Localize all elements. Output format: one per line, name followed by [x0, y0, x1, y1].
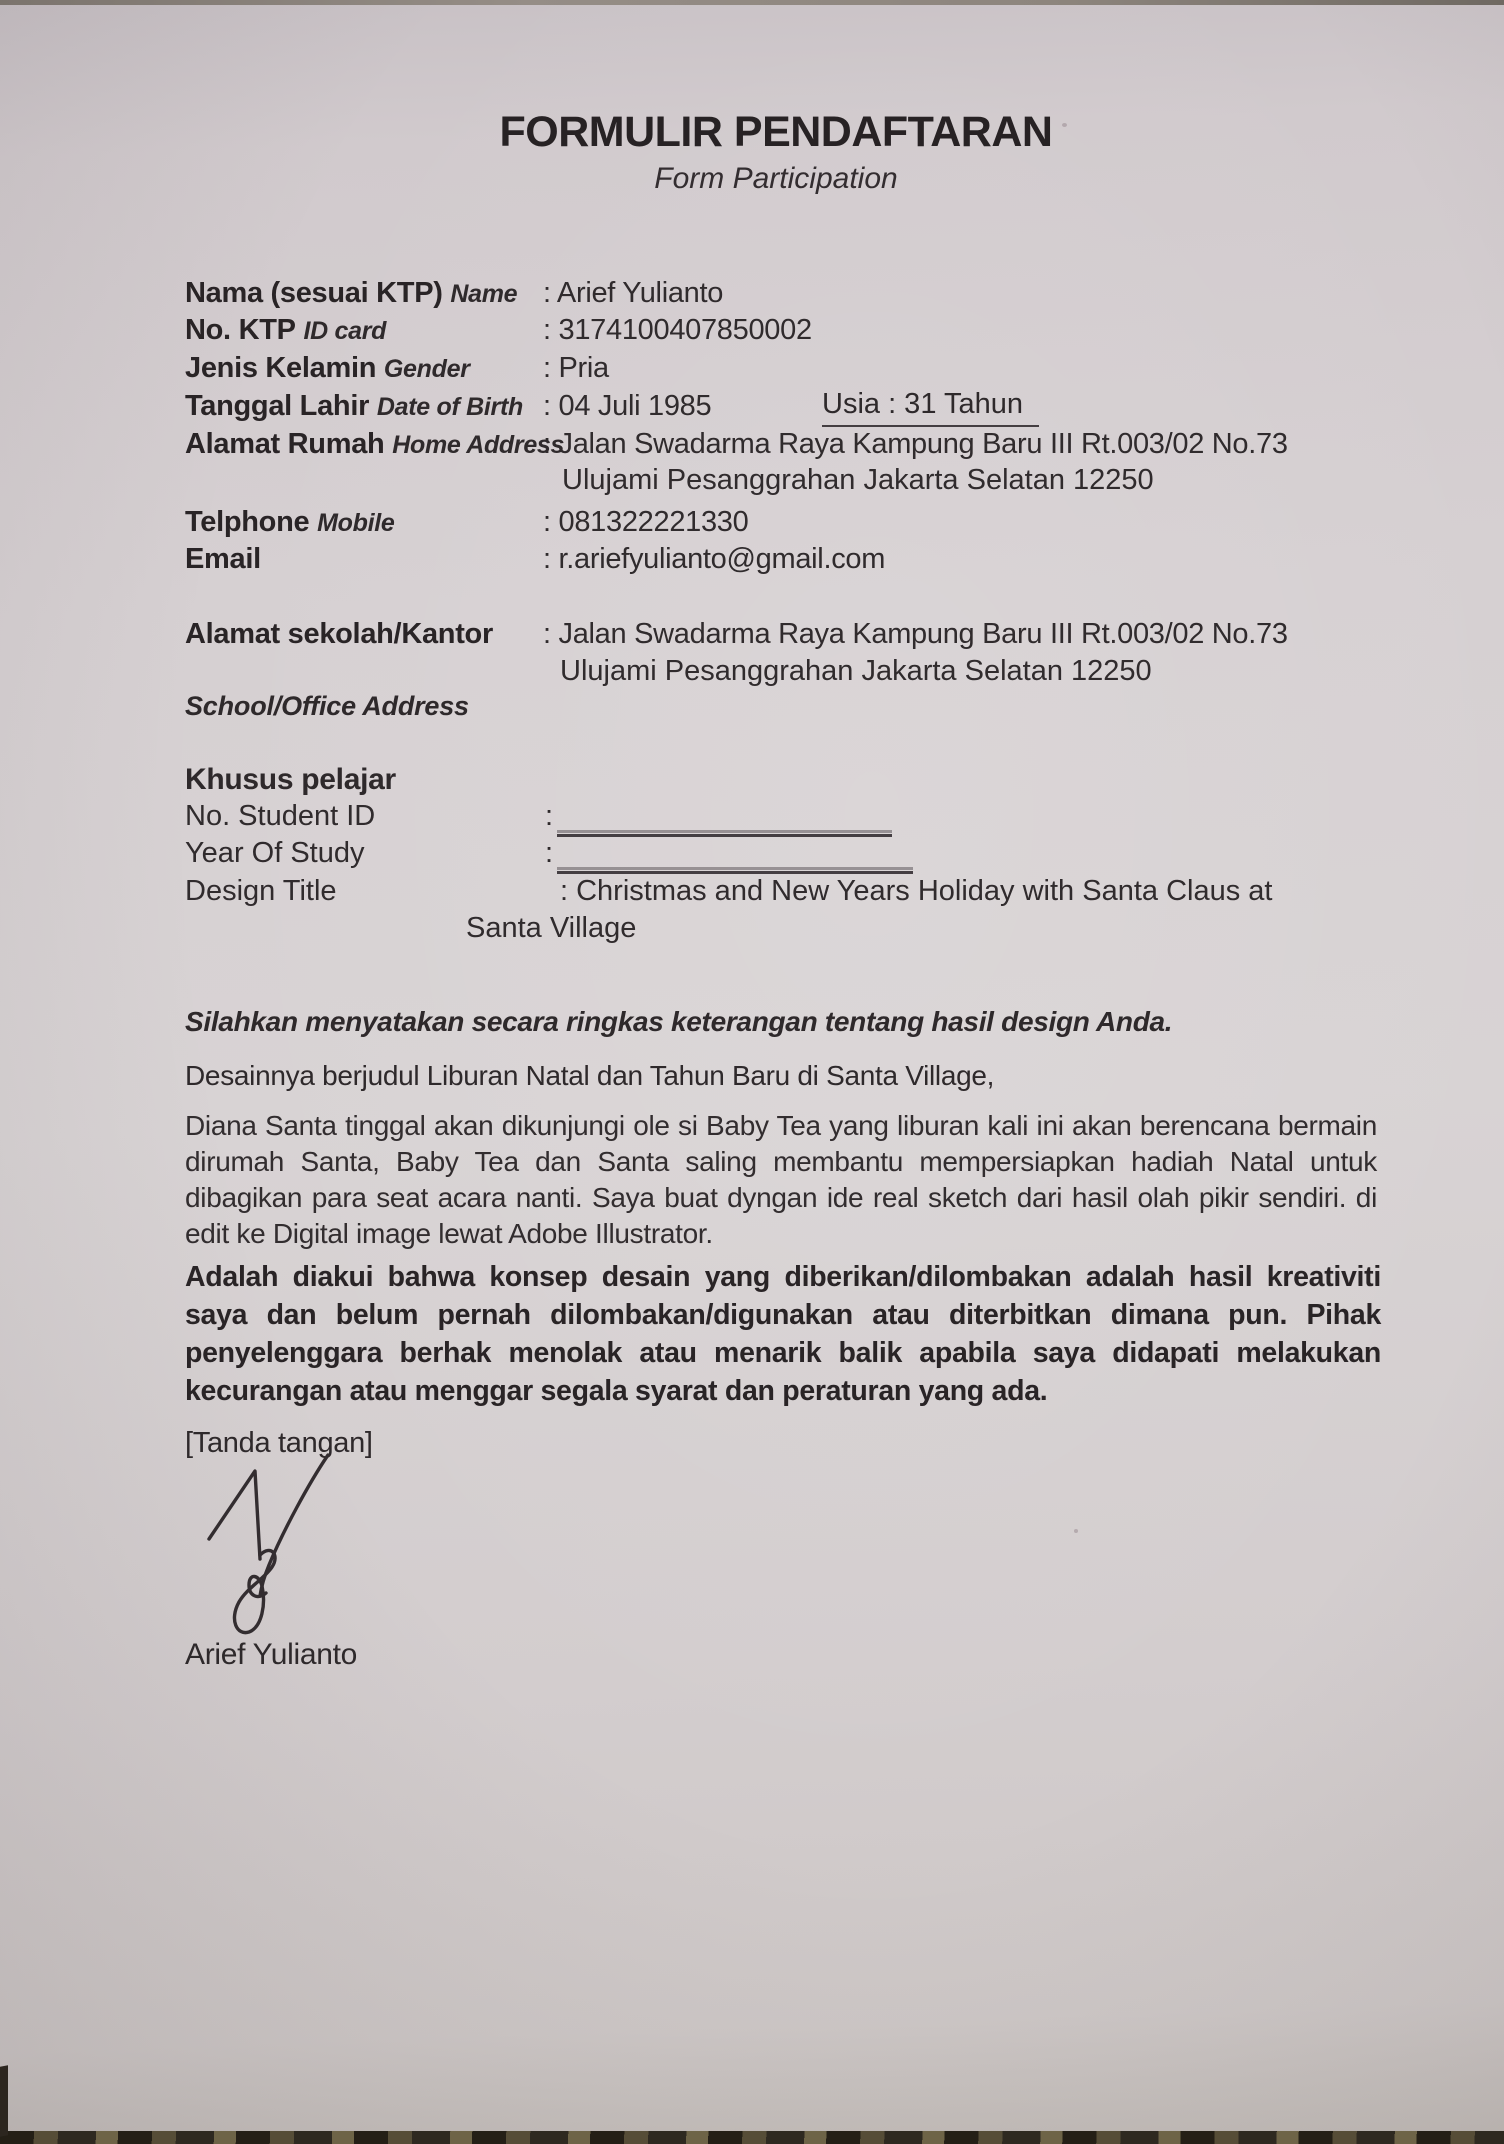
year-of-study-label: Year Of Study: [185, 837, 365, 869]
field-label: Nama (sesuai KTP): [185, 277, 443, 309]
field-row-office-address: [185, 618, 1288, 650]
field-value: : 3174100407850002: [543, 314, 812, 346]
field-row-home-address: [185, 428, 1288, 461]
field-value: : 081322221330: [543, 506, 749, 538]
photo-edge-top: [0, 0, 1504, 5]
age-value-underlined: Usia : 31 Tahun: [822, 388, 1039, 427]
field-value: : Jalan Swadarma Raya Kampung Baru III Rt.003/02 No.73: [543, 428, 1288, 460]
home-address-line2: Ulujami Pesanggrahan Jakarta Selatan 12250: [562, 464, 1154, 496]
form-subtitle: Form Participation: [654, 162, 898, 195]
design-title-value-line2: Santa Village: [466, 912, 637, 944]
field-label-en: ID card: [303, 317, 387, 345]
design-title-label: Design Title: [185, 875, 337, 907]
student-id-label: No. Student ID: [185, 800, 376, 832]
field-label: Alamat sekolah/Kantor: [185, 618, 493, 650]
declaration-paragraph: Adalah diakui bahwa konsep desain yang diberikan/dilombakan adalah hasil kreativiti saya dan belum pernah dilombakan/digunakan atau diterbitkan dimana pun. Pihak penyelenggara berhak menolak atau menarik balik apabila saya didapati melakukan kecurangan atau menggar segala syarat dan peraturan yang ada.: [185, 1261, 1381, 1407]
field-label: Email: [185, 543, 261, 575]
field-label-en: Mobile: [317, 509, 395, 537]
paper-sheet: [0, 5, 1504, 2131]
field-row-ktp: [185, 314, 812, 347]
form-title: FORMULIR PENDAFTARAN: [499, 108, 1053, 156]
office-address-line2: Ulujami Pesanggrahan Jakarta Selatan 12250: [560, 655, 1152, 687]
field-label: Telphone: [185, 506, 310, 538]
photo-edge-bottom: [0, 2131, 1504, 2144]
student-section-heading: Khusus pelajar: [185, 763, 396, 796]
field-label: Tanggal Lahir: [185, 390, 370, 422]
signature-stroke: [260, 1455, 328, 1596]
field-label-en: Date of Birth: [376, 393, 523, 421]
paper-speck: [1062, 123, 1067, 127]
field-label: Alamat Rumah: [185, 428, 385, 460]
field-value: : Pria: [543, 352, 609, 384]
field-row-nama: [185, 277, 724, 310]
design-title-value: : Christmas and New Years Holiday with Santa Claus at: [560, 875, 1273, 907]
field-label-en: Gender: [383, 355, 470, 383]
student-id-colon: :: [545, 800, 554, 832]
field-value: : 04 Juli 1985: [543, 390, 712, 422]
field-label: No. KTP: [185, 314, 296, 346]
field-row-gender: [185, 352, 609, 385]
field-row-dob: [185, 390, 712, 423]
year-of-study-blank-line: [557, 871, 913, 874]
paper-speck: [1074, 1529, 1078, 1533]
field-value: : Arief Yulianto: [543, 277, 724, 309]
field-value: : Jalan Swadarma Raya Kampung Baru III Rt.003/02 No.73: [543, 618, 1288, 650]
description-intro-line: Desainnya berjudul Liburan Natal dan Tahun Baru di Santa Village,: [185, 1060, 995, 1091]
field-label: Jenis Kelamin: [185, 352, 377, 384]
description-instruction: Silahkan menyatakan secara ringkas keterangan tentang hasil design Anda.: [185, 1006, 1173, 1037]
signature-stroke: [209, 1471, 260, 1559]
year-of-study-colon: :: [545, 837, 554, 869]
signature-placeholder: [Tanda tangan]: [185, 1427, 373, 1459]
field-row-phone: [185, 506, 749, 539]
description-paragraph: Diana Santa tinggal akan dikunjungi ole si Baby Tea yang liburan kali ini akan berencana bermain dirumah Santa, Baby Tea dan Santa saling membantu mempersiapkan hadiah Natal untuk dibagikan para seat acara nanti. Saya buat dyngan ide real sketch dari hasil olah pikir sendiri. di edit ke Digital image lewat Adobe Illustrator.: [185, 1110, 1377, 1249]
field-row-email: [185, 543, 886, 575]
student-id-blank-line: [557, 834, 892, 837]
office-address-label-en: School/Office Address: [185, 691, 469, 721]
photo-edge-left: [0, 2065, 8, 2136]
form-header: [48, 109, 1504, 197]
signature-name: Arief Yulianto: [185, 1638, 358, 1671]
field-value: : r.ariefyulianto@gmail.com: [543, 543, 886, 575]
field-label-en: Name: [450, 280, 518, 308]
handwritten-signature: [185, 1443, 365, 1648]
field-label-en: Home Address: [392, 431, 565, 459]
